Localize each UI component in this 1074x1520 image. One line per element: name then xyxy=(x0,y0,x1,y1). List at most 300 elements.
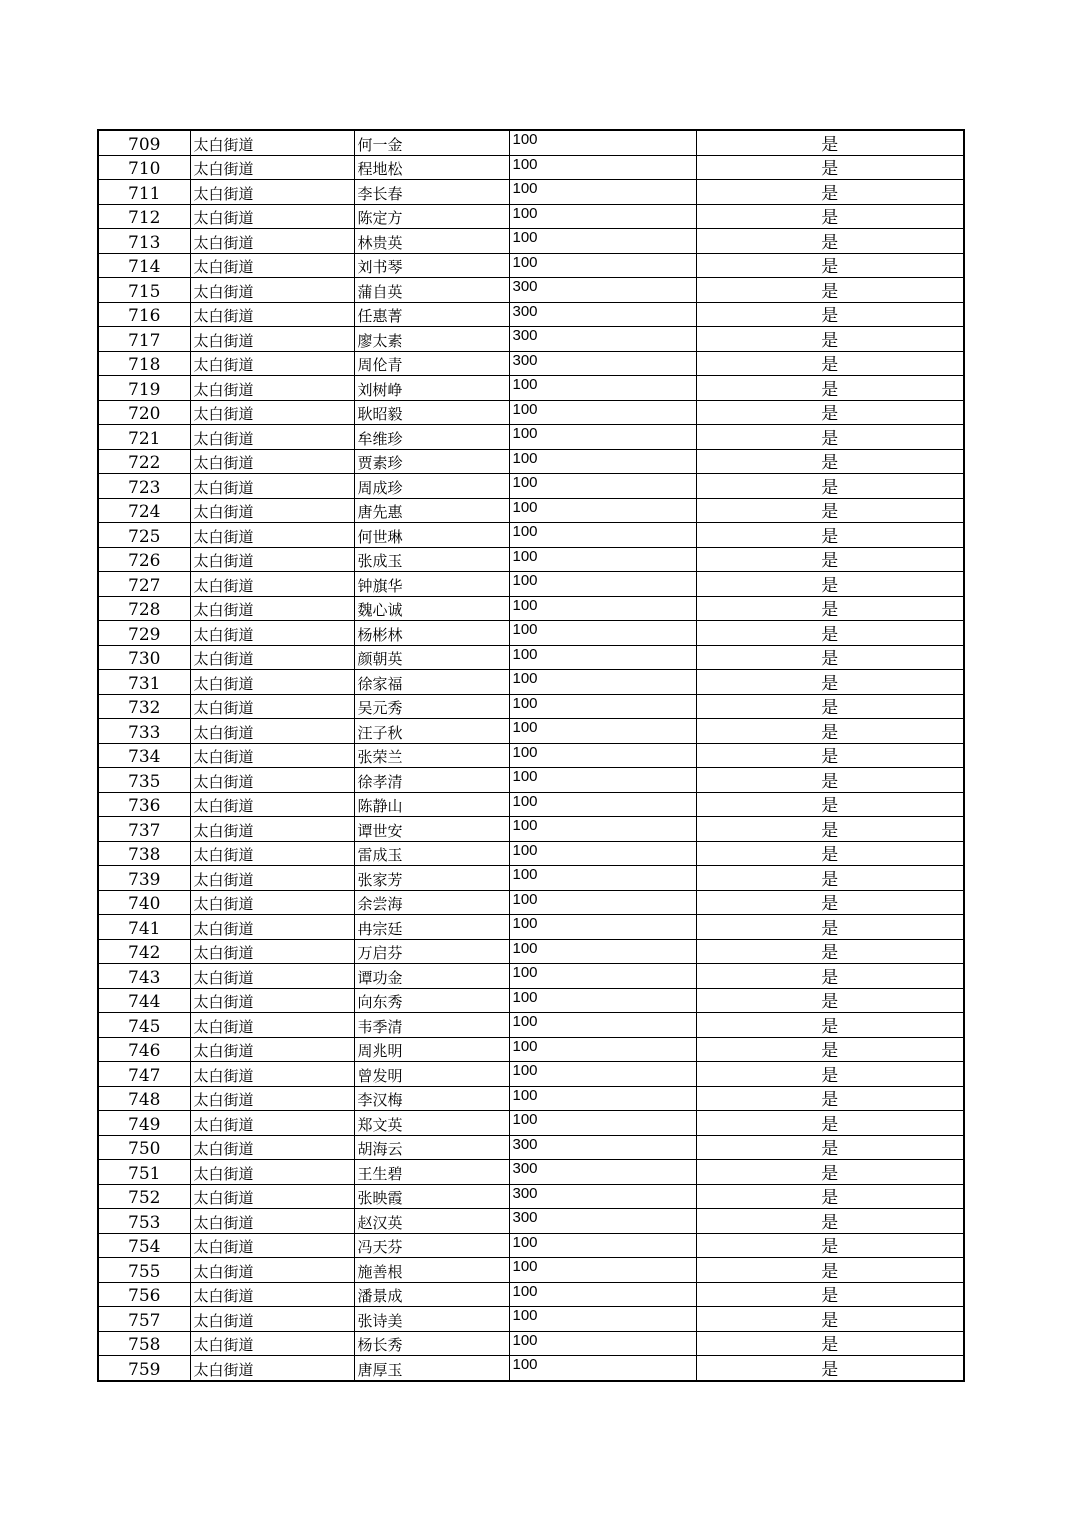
table-row xyxy=(98,719,964,744)
amount-cell: 300 xyxy=(509,327,696,352)
street-cell: 太白街道 xyxy=(190,841,354,866)
person-name-cell: 钟旗华 xyxy=(354,572,509,597)
status-cell: 是 xyxy=(696,1160,964,1185)
row-number-cell: 749 xyxy=(98,1111,190,1136)
table-row xyxy=(98,1160,964,1185)
status-cell: 是 xyxy=(696,204,964,229)
street-cell: 太白街道 xyxy=(190,890,354,915)
status-cell: 是 xyxy=(696,351,964,376)
status-cell: 是 xyxy=(696,400,964,425)
status-cell: 是 xyxy=(696,1184,964,1209)
amount-cell: 100 xyxy=(509,376,696,401)
amount-cell: 300 xyxy=(509,1160,696,1185)
amount-cell: 100 xyxy=(509,425,696,450)
status-cell: 是 xyxy=(696,302,964,327)
row-number-cell: 728 xyxy=(98,596,190,621)
row-number-cell: 748 xyxy=(98,1086,190,1111)
row-number-cell: 729 xyxy=(98,621,190,646)
status-cell: 是 xyxy=(696,596,964,621)
street-cell: 太白街道 xyxy=(190,915,354,940)
status-cell: 是 xyxy=(696,155,964,180)
street-cell: 太白街道 xyxy=(190,1037,354,1062)
street-cell: 太白街道 xyxy=(190,155,354,180)
person-name-cell: 张诗美 xyxy=(354,1307,509,1332)
status-cell: 是 xyxy=(696,1111,964,1136)
status-cell: 是 xyxy=(696,1258,964,1283)
row-number-cell: 752 xyxy=(98,1184,190,1209)
row-number-cell: 717 xyxy=(98,327,190,352)
row-number-cell: 751 xyxy=(98,1160,190,1185)
person-name-cell: 廖太素 xyxy=(354,327,509,352)
status-cell: 是 xyxy=(696,547,964,572)
amount-cell: 100 xyxy=(509,866,696,891)
amount-cell: 100 xyxy=(509,547,696,572)
table-row xyxy=(98,670,964,695)
amount-cell: 100 xyxy=(509,1111,696,1136)
street-cell: 太白街道 xyxy=(190,743,354,768)
street-cell: 太白街道 xyxy=(190,523,354,548)
street-cell: 太白街道 xyxy=(190,964,354,989)
street-cell: 太白街道 xyxy=(190,376,354,401)
status-cell: 是 xyxy=(696,939,964,964)
row-number-cell: 746 xyxy=(98,1037,190,1062)
row-number-cell: 713 xyxy=(98,229,190,254)
row-number-cell: 745 xyxy=(98,1013,190,1038)
status-cell: 是 xyxy=(696,376,964,401)
street-cell: 太白街道 xyxy=(190,768,354,793)
street-cell: 太白街道 xyxy=(190,621,354,646)
amount-cell: 100 xyxy=(509,155,696,180)
row-number-cell: 744 xyxy=(98,988,190,1013)
row-number-cell: 754 xyxy=(98,1233,190,1258)
status-cell: 是 xyxy=(696,866,964,891)
status-cell: 是 xyxy=(696,572,964,597)
status-cell: 是 xyxy=(696,1356,964,1381)
table-row xyxy=(98,768,964,793)
person-name-cell: 唐厚玉 xyxy=(354,1356,509,1381)
amount-cell: 100 xyxy=(509,1331,696,1356)
amount-cell: 100 xyxy=(509,572,696,597)
table-row xyxy=(98,351,964,376)
street-cell: 太白街道 xyxy=(190,1282,354,1307)
status-cell: 是 xyxy=(696,1233,964,1258)
row-number-cell: 737 xyxy=(98,817,190,842)
table-body xyxy=(98,130,964,1381)
row-number-cell: 747 xyxy=(98,1062,190,1087)
person-name-cell: 谭功金 xyxy=(354,964,509,989)
street-cell: 太白街道 xyxy=(190,1160,354,1185)
table-row xyxy=(98,229,964,254)
status-cell: 是 xyxy=(696,1062,964,1087)
status-cell: 是 xyxy=(696,1307,964,1332)
status-cell: 是 xyxy=(696,1135,964,1160)
amount-cell: 100 xyxy=(509,988,696,1013)
person-name-cell: 蒲自英 xyxy=(354,278,509,303)
status-cell: 是 xyxy=(696,229,964,254)
row-number-cell: 727 xyxy=(98,572,190,597)
table-row xyxy=(98,988,964,1013)
status-cell: 是 xyxy=(696,817,964,842)
amount-cell: 300 xyxy=(509,351,696,376)
status-cell: 是 xyxy=(696,449,964,474)
amount-cell: 300 xyxy=(509,1135,696,1160)
status-cell: 是 xyxy=(696,792,964,817)
amount-cell: 100 xyxy=(509,1282,696,1307)
street-cell: 太白街道 xyxy=(190,1331,354,1356)
street-cell: 太白街道 xyxy=(190,204,354,229)
person-name-cell: 张成玉 xyxy=(354,547,509,572)
person-name-cell: 谭世安 xyxy=(354,817,509,842)
person-name-cell: 何世琳 xyxy=(354,523,509,548)
person-name-cell: 贾素珍 xyxy=(354,449,509,474)
street-cell: 太白街道 xyxy=(190,327,354,352)
amount-cell: 100 xyxy=(509,792,696,817)
status-cell: 是 xyxy=(696,327,964,352)
row-number-cell: 715 xyxy=(98,278,190,303)
amount-cell: 100 xyxy=(509,890,696,915)
table-row xyxy=(98,1062,964,1087)
status-cell: 是 xyxy=(696,1037,964,1062)
amount-cell: 100 xyxy=(509,204,696,229)
row-number-cell: 723 xyxy=(98,474,190,499)
street-cell: 太白街道 xyxy=(190,1013,354,1038)
street-cell: 太白街道 xyxy=(190,1356,354,1381)
row-number-cell: 721 xyxy=(98,425,190,450)
table-row xyxy=(98,376,964,401)
person-name-cell: 张家芳 xyxy=(354,866,509,891)
row-number-cell: 724 xyxy=(98,498,190,523)
row-number-cell: 718 xyxy=(98,351,190,376)
row-number-cell: 740 xyxy=(98,890,190,915)
amount-cell: 100 xyxy=(509,1356,696,1381)
row-number-cell: 739 xyxy=(98,866,190,891)
table-row xyxy=(98,327,964,352)
amount-cell: 100 xyxy=(509,915,696,940)
row-number-cell: 757 xyxy=(98,1307,190,1332)
street-cell: 太白街道 xyxy=(190,988,354,1013)
row-number-cell: 720 xyxy=(98,400,190,425)
status-cell: 是 xyxy=(696,890,964,915)
table-row xyxy=(98,1282,964,1307)
person-name-cell: 唐先惠 xyxy=(354,498,509,523)
amount-cell: 100 xyxy=(509,1307,696,1332)
row-number-cell: 735 xyxy=(98,768,190,793)
amount-cell: 100 xyxy=(509,1233,696,1258)
person-name-cell: 牟维珍 xyxy=(354,425,509,450)
table-row xyxy=(98,694,964,719)
amount-cell: 100 xyxy=(509,400,696,425)
row-number-cell: 734 xyxy=(98,743,190,768)
row-number-cell: 714 xyxy=(98,253,190,278)
amount-cell: 100 xyxy=(509,130,696,155)
street-cell: 太白街道 xyxy=(190,474,354,499)
table-row xyxy=(98,278,964,303)
status-cell: 是 xyxy=(696,130,964,155)
row-number-cell: 719 xyxy=(98,376,190,401)
row-number-cell: 722 xyxy=(98,449,190,474)
status-cell: 是 xyxy=(696,474,964,499)
status-cell: 是 xyxy=(696,253,964,278)
amount-cell: 100 xyxy=(509,253,696,278)
row-number-cell: 731 xyxy=(98,670,190,695)
person-name-cell: 王生碧 xyxy=(354,1160,509,1185)
person-name-cell: 徐家福 xyxy=(354,670,509,695)
street-cell: 太白街道 xyxy=(190,1086,354,1111)
table-row xyxy=(98,1307,964,1332)
table-row xyxy=(98,155,964,180)
table-row xyxy=(98,130,964,155)
amount-cell: 300 xyxy=(509,302,696,327)
street-cell: 太白街道 xyxy=(190,1307,354,1332)
person-name-cell: 李长春 xyxy=(354,180,509,205)
table-row xyxy=(98,1209,964,1234)
table-row xyxy=(98,596,964,621)
street-cell: 太白街道 xyxy=(190,547,354,572)
amount-cell: 100 xyxy=(509,964,696,989)
person-name-cell: 吴元秀 xyxy=(354,694,509,719)
person-name-cell: 施善根 xyxy=(354,1258,509,1283)
street-cell: 太白街道 xyxy=(190,425,354,450)
street-cell: 太白街道 xyxy=(190,351,354,376)
status-cell: 是 xyxy=(696,498,964,523)
person-name-cell: 陈定方 xyxy=(354,204,509,229)
street-cell: 太白街道 xyxy=(190,596,354,621)
person-name-cell: 刘树峥 xyxy=(354,376,509,401)
amount-cell: 100 xyxy=(509,939,696,964)
person-name-cell: 赵汉英 xyxy=(354,1209,509,1234)
row-number-cell: 741 xyxy=(98,915,190,940)
amount-cell: 100 xyxy=(509,498,696,523)
amount-cell: 100 xyxy=(509,841,696,866)
row-number-cell: 711 xyxy=(98,180,190,205)
amount-cell: 100 xyxy=(509,449,696,474)
person-name-cell: 潘景成 xyxy=(354,1282,509,1307)
amount-cell: 100 xyxy=(509,621,696,646)
table-row xyxy=(98,474,964,499)
person-name-cell: 刘书琴 xyxy=(354,253,509,278)
status-cell: 是 xyxy=(696,1086,964,1111)
row-number-cell: 709 xyxy=(98,130,190,155)
status-cell: 是 xyxy=(696,1282,964,1307)
amount-cell: 100 xyxy=(509,596,696,621)
person-name-cell: 曾发明 xyxy=(354,1062,509,1087)
street-cell: 太白街道 xyxy=(190,694,354,719)
person-name-cell: 郑文英 xyxy=(354,1111,509,1136)
status-cell: 是 xyxy=(696,1013,964,1038)
person-name-cell: 林贵英 xyxy=(354,229,509,254)
person-name-cell: 魏心诚 xyxy=(354,596,509,621)
table-row xyxy=(98,1356,964,1381)
row-number-cell: 759 xyxy=(98,1356,190,1381)
person-name-cell: 胡海云 xyxy=(354,1135,509,1160)
person-name-cell: 周成珍 xyxy=(354,474,509,499)
street-cell: 太白街道 xyxy=(190,1184,354,1209)
amount-cell: 100 xyxy=(509,743,696,768)
street-cell: 太白街道 xyxy=(190,180,354,205)
table-row xyxy=(98,743,964,768)
person-name-cell: 程地松 xyxy=(354,155,509,180)
table-row xyxy=(98,425,964,450)
table-row xyxy=(98,400,964,425)
status-cell: 是 xyxy=(696,1209,964,1234)
row-number-cell: 756 xyxy=(98,1282,190,1307)
status-cell: 是 xyxy=(696,523,964,548)
amount-cell: 100 xyxy=(509,645,696,670)
street-cell: 太白街道 xyxy=(190,1258,354,1283)
person-name-cell: 李汉梅 xyxy=(354,1086,509,1111)
person-name-cell: 杨彬林 xyxy=(354,621,509,646)
amount-cell: 100 xyxy=(509,719,696,744)
row-number-cell: 732 xyxy=(98,694,190,719)
status-cell: 是 xyxy=(696,694,964,719)
status-cell: 是 xyxy=(696,645,964,670)
status-cell: 是 xyxy=(696,621,964,646)
table-row xyxy=(98,204,964,229)
amount-cell: 100 xyxy=(509,229,696,254)
table-row xyxy=(98,547,964,572)
row-number-cell: 738 xyxy=(98,841,190,866)
person-name-cell: 冉宗廷 xyxy=(354,915,509,940)
status-cell: 是 xyxy=(696,278,964,303)
street-cell: 太白街道 xyxy=(190,130,354,155)
status-cell: 是 xyxy=(696,180,964,205)
amount-cell: 100 xyxy=(509,1013,696,1038)
row-number-cell: 758 xyxy=(98,1331,190,1356)
row-number-cell: 710 xyxy=(98,155,190,180)
table-row xyxy=(98,1111,964,1136)
table-row xyxy=(98,817,964,842)
person-name-cell: 陈静山 xyxy=(354,792,509,817)
street-cell: 太白街道 xyxy=(190,278,354,303)
table-row xyxy=(98,572,964,597)
table-row xyxy=(98,1037,964,1062)
table-row xyxy=(98,498,964,523)
street-cell: 太白街道 xyxy=(190,1233,354,1258)
person-name-cell: 万启芬 xyxy=(354,939,509,964)
row-number-cell: 726 xyxy=(98,547,190,572)
status-cell: 是 xyxy=(696,915,964,940)
table-row xyxy=(98,1135,964,1160)
table-row xyxy=(98,1184,964,1209)
person-name-cell: 杨长秀 xyxy=(354,1331,509,1356)
table-row xyxy=(98,523,964,548)
amount-cell: 100 xyxy=(509,768,696,793)
row-number-cell: 753 xyxy=(98,1209,190,1234)
person-name-cell: 周兆明 xyxy=(354,1037,509,1062)
table-row xyxy=(98,1233,964,1258)
table-row xyxy=(98,621,964,646)
street-cell: 太白街道 xyxy=(190,1135,354,1160)
street-cell: 太白街道 xyxy=(190,645,354,670)
row-number-cell: 743 xyxy=(98,964,190,989)
person-name-cell: 周伦青 xyxy=(354,351,509,376)
person-name-cell: 颜朝英 xyxy=(354,645,509,670)
street-cell: 太白街道 xyxy=(190,253,354,278)
street-cell: 太白街道 xyxy=(190,1209,354,1234)
street-cell: 太白街道 xyxy=(190,866,354,891)
table-row xyxy=(98,792,964,817)
amount-cell: 300 xyxy=(509,278,696,303)
person-name-cell: 任惠菁 xyxy=(354,302,509,327)
table-row xyxy=(98,1013,964,1038)
table-row xyxy=(98,841,964,866)
person-name-cell: 张映霞 xyxy=(354,1184,509,1209)
subsidy-table xyxy=(97,129,965,1382)
person-name-cell: 雷成玉 xyxy=(354,841,509,866)
street-cell: 太白街道 xyxy=(190,400,354,425)
row-number-cell: 716 xyxy=(98,302,190,327)
table-row xyxy=(98,645,964,670)
status-cell: 是 xyxy=(696,743,964,768)
amount-cell: 100 xyxy=(509,1086,696,1111)
street-cell: 太白街道 xyxy=(190,792,354,817)
street-cell: 太白街道 xyxy=(190,229,354,254)
street-cell: 太白街道 xyxy=(190,670,354,695)
table-row xyxy=(98,964,964,989)
table-row xyxy=(98,915,964,940)
amount-cell: 100 xyxy=(509,670,696,695)
person-name-cell: 韦季清 xyxy=(354,1013,509,1038)
status-cell: 是 xyxy=(696,841,964,866)
street-cell: 太白街道 xyxy=(190,719,354,744)
street-cell: 太白街道 xyxy=(190,302,354,327)
table-row xyxy=(98,890,964,915)
person-name-cell: 冯天芬 xyxy=(354,1233,509,1258)
amount-cell: 100 xyxy=(509,1258,696,1283)
table-row xyxy=(98,449,964,474)
street-cell: 太白街道 xyxy=(190,817,354,842)
table-row xyxy=(98,253,964,278)
table-row xyxy=(98,302,964,327)
amount-cell: 100 xyxy=(509,1062,696,1087)
amount-cell: 100 xyxy=(509,694,696,719)
street-cell: 太白街道 xyxy=(190,449,354,474)
street-cell: 太白街道 xyxy=(190,1111,354,1136)
status-cell: 是 xyxy=(696,1331,964,1356)
row-number-cell: 725 xyxy=(98,523,190,548)
status-cell: 是 xyxy=(696,988,964,1013)
table-row xyxy=(98,1086,964,1111)
status-cell: 是 xyxy=(696,964,964,989)
table-row xyxy=(98,939,964,964)
status-cell: 是 xyxy=(696,768,964,793)
status-cell: 是 xyxy=(696,670,964,695)
table-row xyxy=(98,180,964,205)
table-row xyxy=(98,1331,964,1356)
amount-cell: 300 xyxy=(509,1184,696,1209)
amount-cell: 100 xyxy=(509,523,696,548)
row-number-cell: 712 xyxy=(98,204,190,229)
row-number-cell: 730 xyxy=(98,645,190,670)
status-cell: 是 xyxy=(696,425,964,450)
row-number-cell: 750 xyxy=(98,1135,190,1160)
amount-cell: 100 xyxy=(509,1037,696,1062)
street-cell: 太白街道 xyxy=(190,572,354,597)
person-name-cell: 何一金 xyxy=(354,130,509,155)
person-name-cell: 汪子秋 xyxy=(354,719,509,744)
person-name-cell: 徐孝清 xyxy=(354,768,509,793)
street-cell: 太白街道 xyxy=(190,1062,354,1087)
street-cell: 太白街道 xyxy=(190,939,354,964)
amount-cell: 300 xyxy=(509,1209,696,1234)
status-cell: 是 xyxy=(696,719,964,744)
person-name-cell: 余尝海 xyxy=(354,890,509,915)
table-row xyxy=(98,1258,964,1283)
amount-cell: 100 xyxy=(509,817,696,842)
person-name-cell: 张荣兰 xyxy=(354,743,509,768)
table-row xyxy=(98,866,964,891)
row-number-cell: 736 xyxy=(98,792,190,817)
